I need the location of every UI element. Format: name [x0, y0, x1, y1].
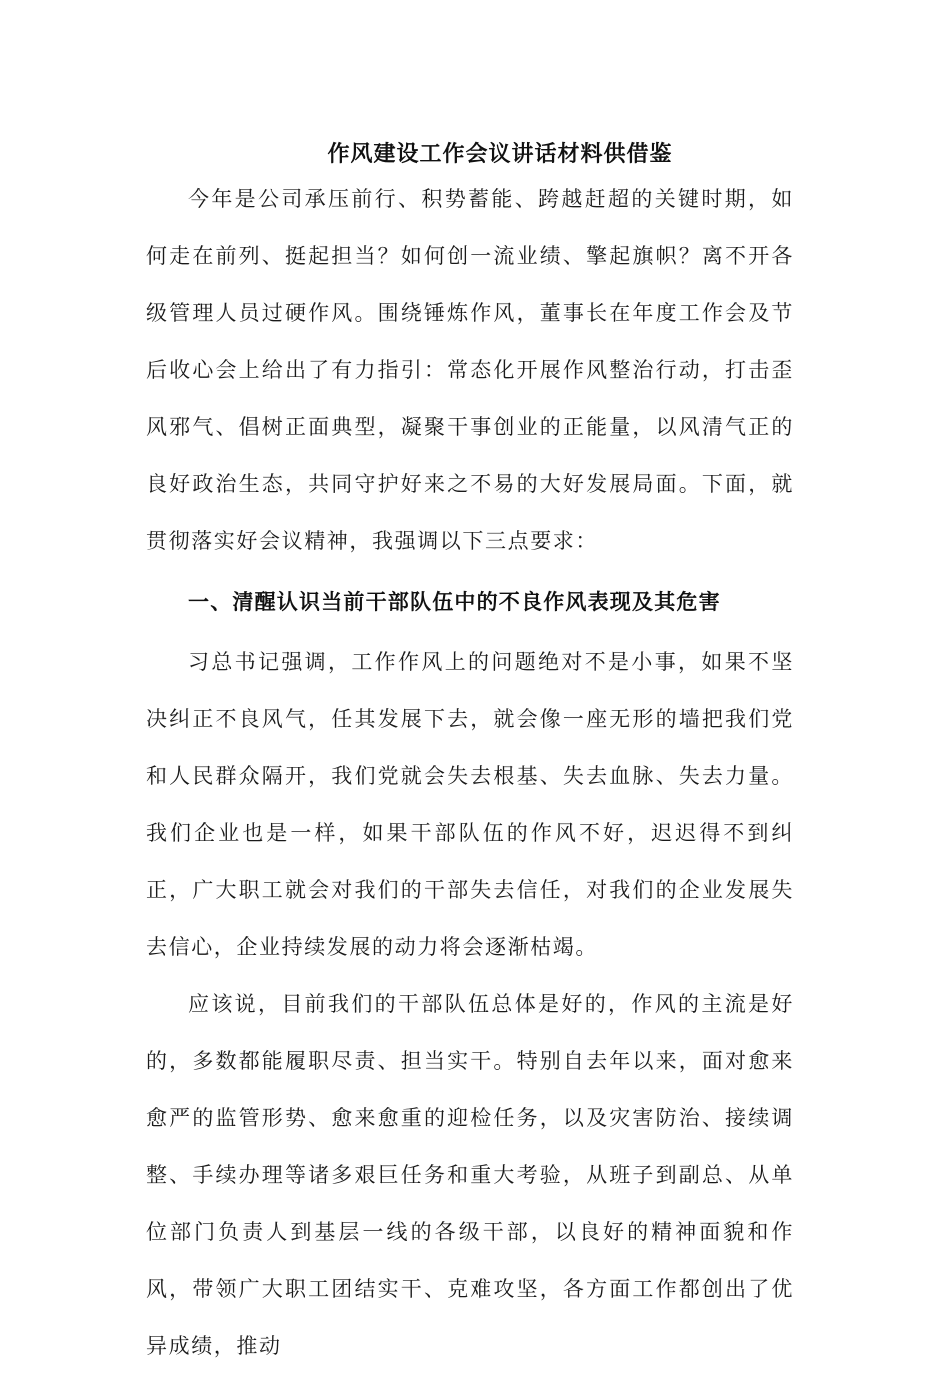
paragraph-section1-first: 习总书记强调，工作作风上的问题绝对不是小事，如果不坚决纠正不良风气，任其发展下去，就会像一座无形的墙把我们党和人民群众隔开，我们党就会失去根基、失去血脉、失去力量。我们企业也是一样，如果干部队伍的作风不好，迟迟得不到纠正，广大职工就会对我们的干部失去信任，对我们的企业发展失去信心，企业持续发展的动力将会逐渐枯竭。 — [146, 650, 794, 959]
section-heading-1: 一、清醒认识当前干部队伍中的不良作风表现及其危害 — [188, 589, 721, 614]
document-body — [146, 171, 794, 1375]
paragraph-intro: 今年是公司承压前行、积势蓄能、跨越赶超的关键时期，如何走在前列、挺起担当？如何创一流业绩、擎起旗帜？离不开各级管理人员过硬作风。围绕锤炼作风，董事长在年度工作会及节后收心会上给出了有力指引：常态化开展作风整治行动，打击歪风邪气、倡树正面典型，凝聚干事创业的正能量，以风清气正的良好政治生态，共同守护好来之不易的大好发展局面。下面，就贯彻落实好会议精神，我强调以下三点要求： — [146, 187, 794, 553]
document-title: 作风建设工作会议讲话材料供借鉴 — [327, 141, 673, 167]
paragraph-section1-second: 应该说，目前我们的干部队伍总体是好的，作风的主流是好的，多数都能履职尽责、担当实干。特别自去年以来，面对愈来愈严的监管形势、愈来愈重的迎检任务，以及灾害防治、接续调整、手续办理等诸多艰巨任务和重大考验，从班子到副总、从单位部门负责人到基层一线的各级干部，以良好的精神面貌和作风，带领广大职工团结实干、克难攻坚，各方面工作都创出了优异成绩，推动 — [146, 992, 794, 1358]
